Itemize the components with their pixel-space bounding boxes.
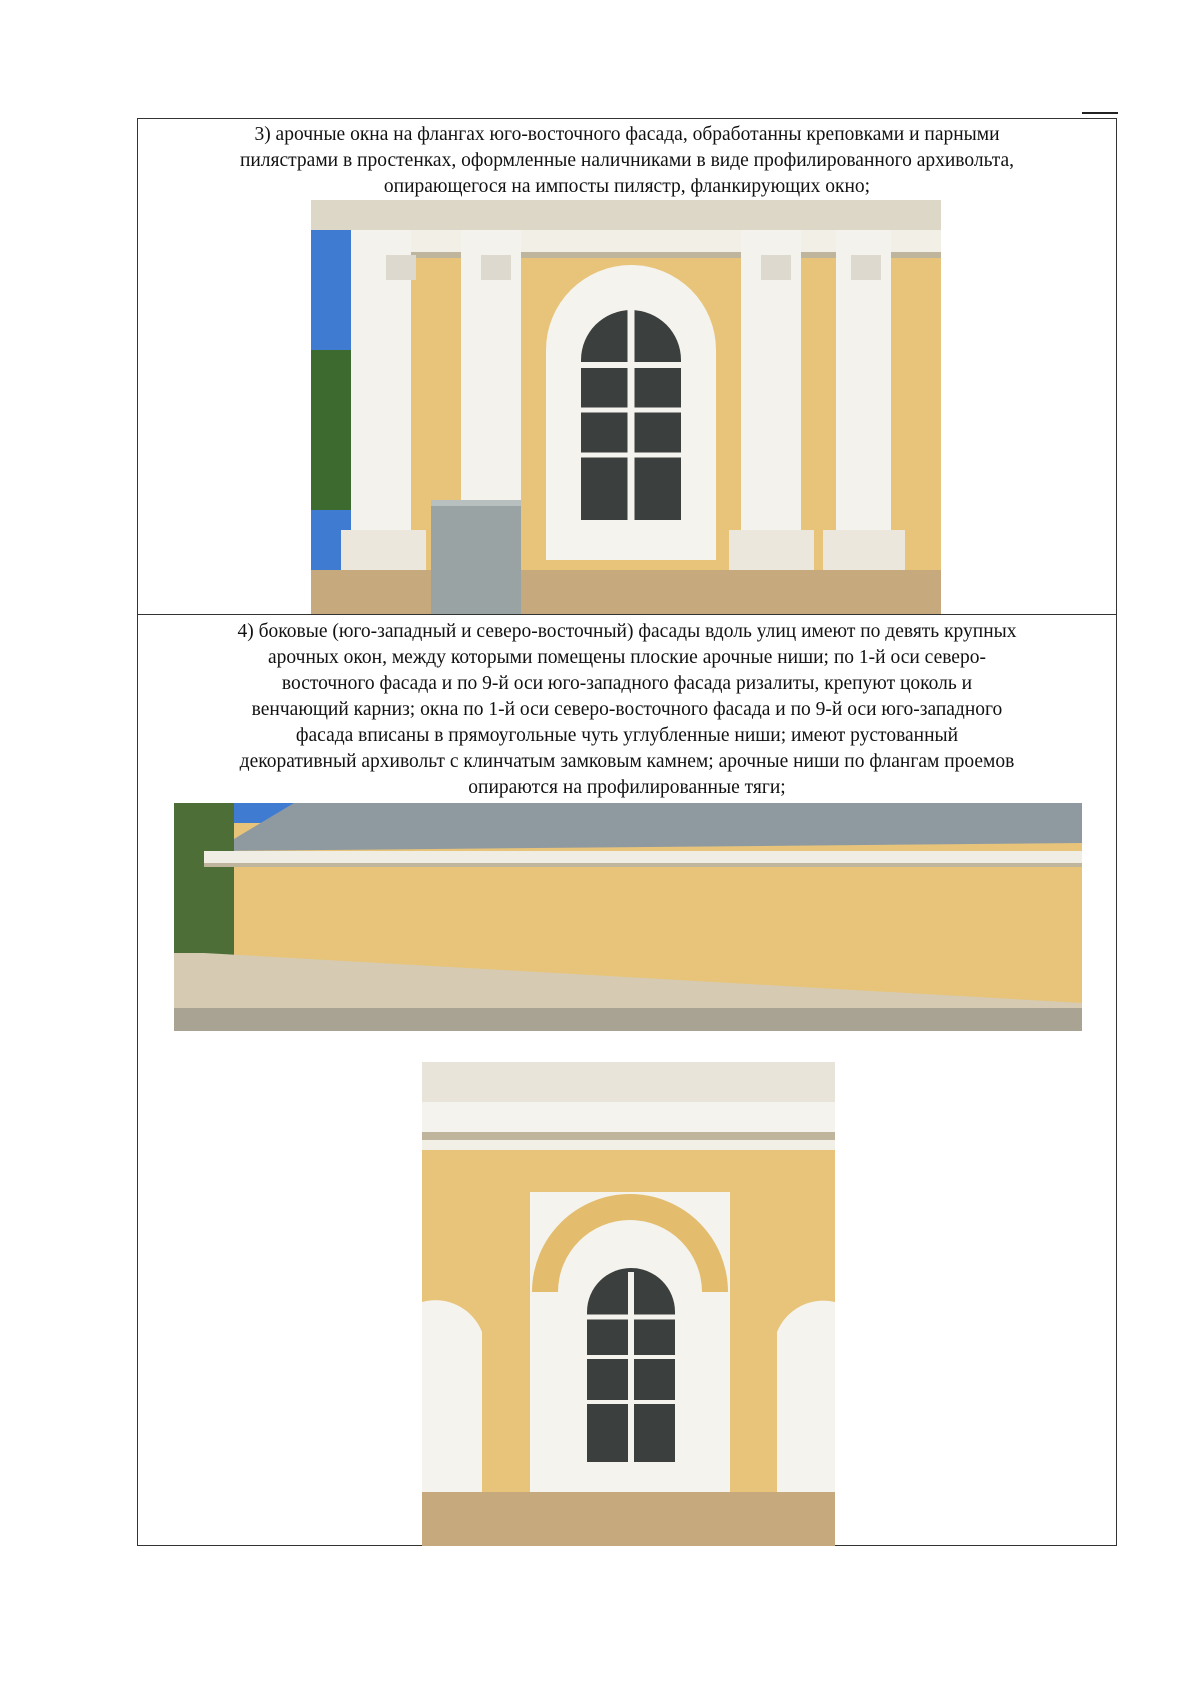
- section-3-line: опирающегося на импосты пилястр, фланкирующих окно;: [383, 176, 871, 197]
- section-4-line: фасада вписаны в прямоугольные чуть углубленные ниши; имеют рустованный: [295, 725, 959, 746]
- table-row-divider: [137, 614, 1117, 615]
- section-4-line: опираются на профилированные тяги;: [468, 777, 786, 798]
- section-3-line: пилястрами в простенках, оформленные наличниками в виде профилированного архивольта,: [239, 150, 1015, 171]
- page-corner-mark: [1082, 112, 1118, 114]
- photo-arched-window-pilasters: [311, 200, 941, 614]
- section-4-line: 4) боковые (юго-западный и северо-восточный) фасады вдоль улиц имеют по девять крупных: [237, 621, 1017, 642]
- section-3-text: [140, 122, 1114, 200]
- section-4-line: декоративный архивольт с клинчатым замковым камнем; арочные ниши по флангам проемов: [239, 751, 1015, 772]
- section-4-text: [140, 619, 1114, 801]
- photo-window-rectangular-niche: [422, 1062, 835, 1546]
- section-3-line: 3) арочные окна на флангах юго-восточного фасада, обработанны креповками и парными: [254, 124, 1000, 145]
- section-4-line: арочных окон, между которыми помещены плоские арочные ниши; по 1-й оси северо-: [268, 647, 986, 668]
- section-4-line: венчающий карниз; окна по 1-й оси северо-восточного фасада и по 9-й оси юго-западного: [251, 699, 1003, 720]
- photo-side-facade-street: [174, 803, 1082, 1031]
- section-4-line: восточного фасада и по 9-й оси юго-западного фасада ризалиты, крепуют цоколь и: [281, 673, 973, 694]
